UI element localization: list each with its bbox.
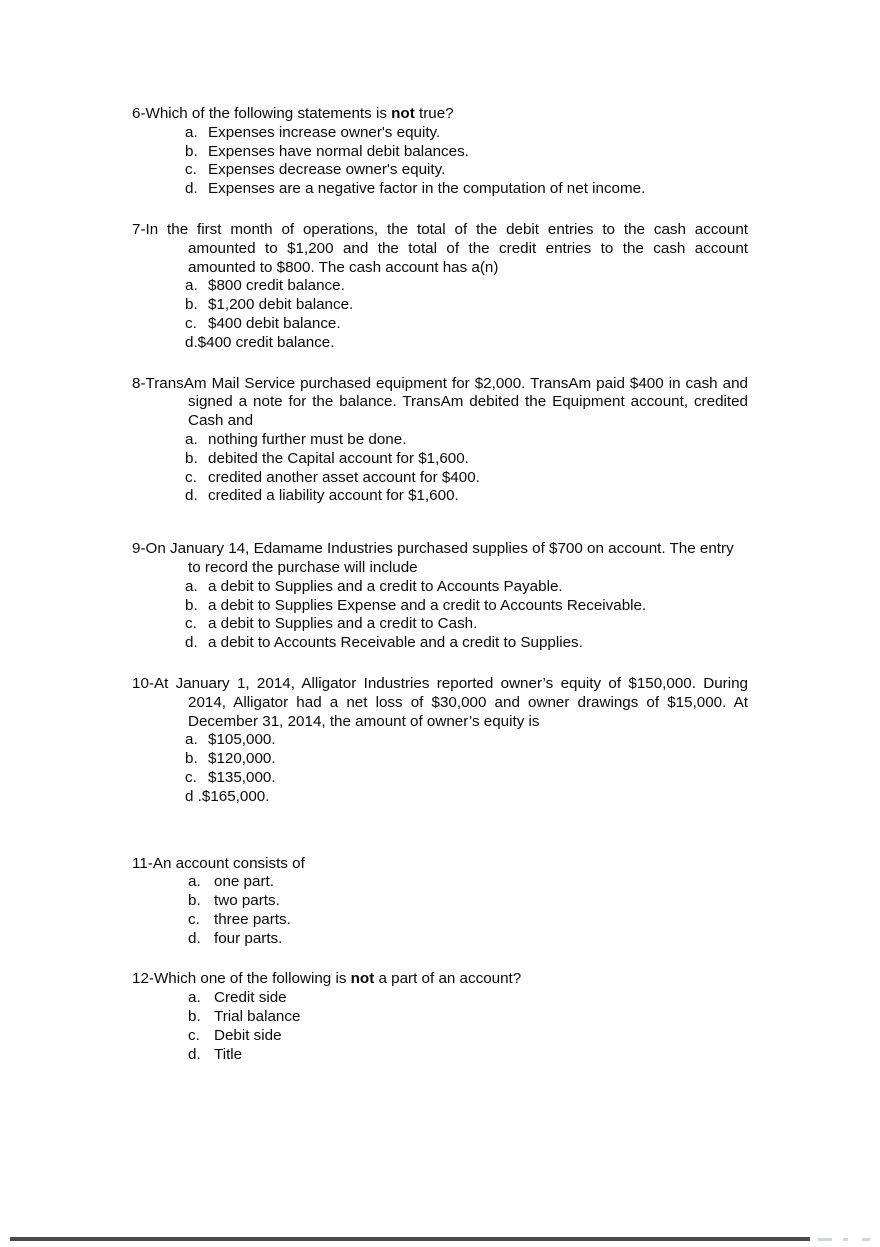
option-list — [132, 277, 748, 352]
question-number: 12- — [132, 970, 154, 988]
scan-artifact-speck — [843, 1238, 848, 1241]
option-letter: b. — [185, 296, 198, 314]
option-item[interactable] — [132, 615, 748, 634]
question-number: 10- — [132, 674, 154, 692]
option-text: Expenses decrease owner's equity. — [208, 161, 446, 179]
option-item[interactable] — [132, 487, 748, 506]
question-block — [132, 374, 753, 507]
question-block — [132, 674, 753, 807]
block-spacer — [132, 653, 748, 675]
option-text: $800 credit balance. — [208, 277, 345, 295]
option-item[interactable] — [132, 731, 748, 750]
option-letter: a. — [188, 989, 201, 1007]
question-number: 8- — [132, 374, 146, 392]
option-letter: d. — [185, 487, 198, 505]
question-text: Which of the following statements is — [145, 105, 392, 122]
option-item[interactable] — [132, 873, 748, 892]
option-list — [132, 578, 748, 653]
option-letter: b. — [185, 449, 198, 467]
option-text: a debit to Accounts Receivable and a credit to Supplies. — [208, 634, 583, 652]
option-text: $120,000. — [208, 750, 276, 768]
option-letter: b. — [185, 142, 198, 160]
question-text: In the first month of operations, the total of the debit entries to the cash account amounted to $1,200 and the total of the credit entries to the cash account amounted to $800. The cash account has a(n) — [145, 220, 753, 276]
option-text: Debit side — [214, 1026, 282, 1044]
option-letter: b. — [188, 1008, 201, 1026]
question-text: TransAm Mail Service purchased equipment for $2,000. TransAm paid $400 in cash and signed a note for the balance. TransAm debited the Equipment account, credited Cash and — [145, 374, 753, 430]
option-letter: c. — [185, 314, 197, 332]
option-item[interactable] — [132, 578, 748, 597]
question-text: On January 14, Edamame Industries purchased supplies of $700 on account. The entry to record the purchase will include — [145, 540, 738, 576]
option-item[interactable] — [132, 1008, 748, 1027]
option-item[interactable] — [132, 769, 748, 788]
option-list — [132, 989, 748, 1064]
option-letter: c. — [188, 910, 200, 928]
option-letter: c. — [185, 161, 197, 179]
option-letter: a. — [185, 123, 198, 141]
option-text: credited another asset account for $400. — [208, 468, 480, 486]
scan-artifact-speck — [818, 1238, 832, 1241]
question-stem — [132, 540, 748, 578]
option-text: $400 credit balance. — [197, 333, 335, 351]
question-text: At January 1, 2014, Alligator Industries reported owner’s equity of $150,000. During 2014, Alligator had a net loss of $30,000 and owner drawings of $15,000. At December 31, 2014, the amount of owner’s equity is — [153, 674, 753, 730]
scan-artifact-speck — [862, 1238, 870, 1241]
option-letter: a. — [185, 430, 198, 448]
question-stem — [132, 374, 753, 431]
option-text: four parts. — [214, 929, 283, 947]
option-item[interactable] — [132, 1046, 748, 1065]
option-text: nothing further must be done. — [208, 430, 407, 448]
option-letter: c. — [185, 468, 197, 486]
option-list — [132, 731, 748, 806]
option-item[interactable] — [132, 788, 748, 807]
question-stem — [132, 105, 748, 124]
option-letter: d . — [185, 787, 202, 805]
option-item[interactable] — [132, 277, 748, 296]
option-item[interactable] — [132, 124, 748, 143]
question-block — [132, 105, 748, 199]
option-text: $105,000. — [208, 731, 276, 749]
option-item[interactable] — [132, 989, 748, 1008]
question-number: 9- — [132, 540, 146, 558]
option-text: debited the Capital account for $1,600. — [208, 449, 469, 467]
question-stem — [132, 220, 753, 277]
question-block — [132, 855, 748, 949]
option-item[interactable] — [132, 634, 748, 653]
question-number: 6- — [132, 105, 146, 122]
option-item[interactable] — [132, 180, 748, 199]
option-letter: c. — [188, 1026, 200, 1044]
scan-artifact-bar — [10, 1237, 810, 1241]
question-stem — [132, 855, 748, 874]
option-item[interactable] — [132, 597, 748, 616]
option-item[interactable] — [132, 892, 748, 911]
block-spacer — [132, 199, 748, 221]
option-letter: b. — [185, 750, 198, 768]
question-number: 7- — [132, 220, 146, 238]
option-letter: a. — [185, 731, 198, 749]
option-item[interactable] — [132, 296, 748, 315]
block-spacer — [132, 807, 748, 855]
option-list — [132, 124, 748, 199]
option-item[interactable] — [132, 450, 748, 469]
block-spacer — [132, 948, 748, 970]
question-block — [132, 970, 748, 1064]
option-letter: b. — [188, 892, 201, 910]
option-letter: d. — [185, 180, 198, 198]
option-text: a debit to Supplies and a credit to Accounts Payable. — [208, 577, 563, 595]
option-text: Expenses have normal debit balances. — [208, 142, 469, 160]
option-letter: a. — [188, 873, 201, 891]
question-block — [132, 540, 748, 653]
option-item[interactable] — [132, 469, 748, 488]
option-text: Expenses are a negative factor in the computation of net income. — [208, 180, 646, 198]
option-item[interactable] — [132, 911, 748, 930]
option-item[interactable] — [132, 750, 748, 769]
question-text: An account consists of — [152, 854, 305, 872]
option-item[interactable] — [132, 1027, 748, 1046]
option-text: one part. — [214, 873, 274, 891]
option-text: credited a liability account for $1,600. — [208, 487, 459, 505]
question-list — [132, 105, 753, 1064]
option-text: a debit to Supplies and a credit to Cash. — [208, 615, 478, 633]
option-letter: c. — [185, 615, 197, 633]
option-item[interactable] — [132, 930, 748, 949]
option-letter: d. — [188, 1045, 201, 1063]
option-text: a debit to Supplies Expense and a credit to Accounts Receivable. — [208, 596, 647, 614]
question-emphasis: not — [350, 970, 375, 988]
question-stem — [132, 970, 748, 989]
question-text: Which one of the following is — [153, 970, 351, 988]
option-list — [132, 431, 748, 506]
option-letter: a. — [185, 577, 198, 595]
option-text: Trial balance — [214, 1008, 301, 1026]
option-text: Title — [214, 1045, 243, 1063]
option-text: Credit side — [214, 989, 287, 1007]
option-letter: a. — [185, 277, 198, 295]
option-letter: d. — [185, 333, 198, 351]
option-letter: c. — [185, 768, 197, 786]
option-text: $135,000. — [208, 768, 276, 786]
option-item[interactable] — [132, 431, 748, 450]
option-item[interactable] — [132, 334, 748, 353]
option-text: $1,200 debit balance. — [208, 296, 354, 314]
question-text-tail: true? — [414, 105, 454, 122]
option-text: three parts. — [214, 910, 291, 928]
option-text: Expenses increase owner's equity. — [208, 123, 441, 141]
question-stem — [132, 674, 753, 731]
block-spacer — [132, 506, 748, 540]
question-emphasis: not — [391, 105, 415, 122]
option-text: $165,000. — [201, 787, 270, 805]
option-letter: d. — [188, 929, 201, 947]
option-item[interactable] — [132, 143, 748, 162]
option-letter: b. — [185, 596, 198, 614]
option-item[interactable] — [132, 161, 748, 180]
question-block — [132, 220, 753, 353]
option-text: two parts. — [214, 892, 280, 910]
option-list — [132, 873, 748, 948]
question-number: 11- — [132, 854, 153, 872]
option-item[interactable] — [132, 315, 748, 334]
option-text: $400 debit balance. — [208, 314, 341, 332]
block-spacer — [132, 353, 748, 375]
question-text-tail: a part of an account? — [374, 970, 522, 988]
option-letter: d. — [185, 634, 198, 652]
